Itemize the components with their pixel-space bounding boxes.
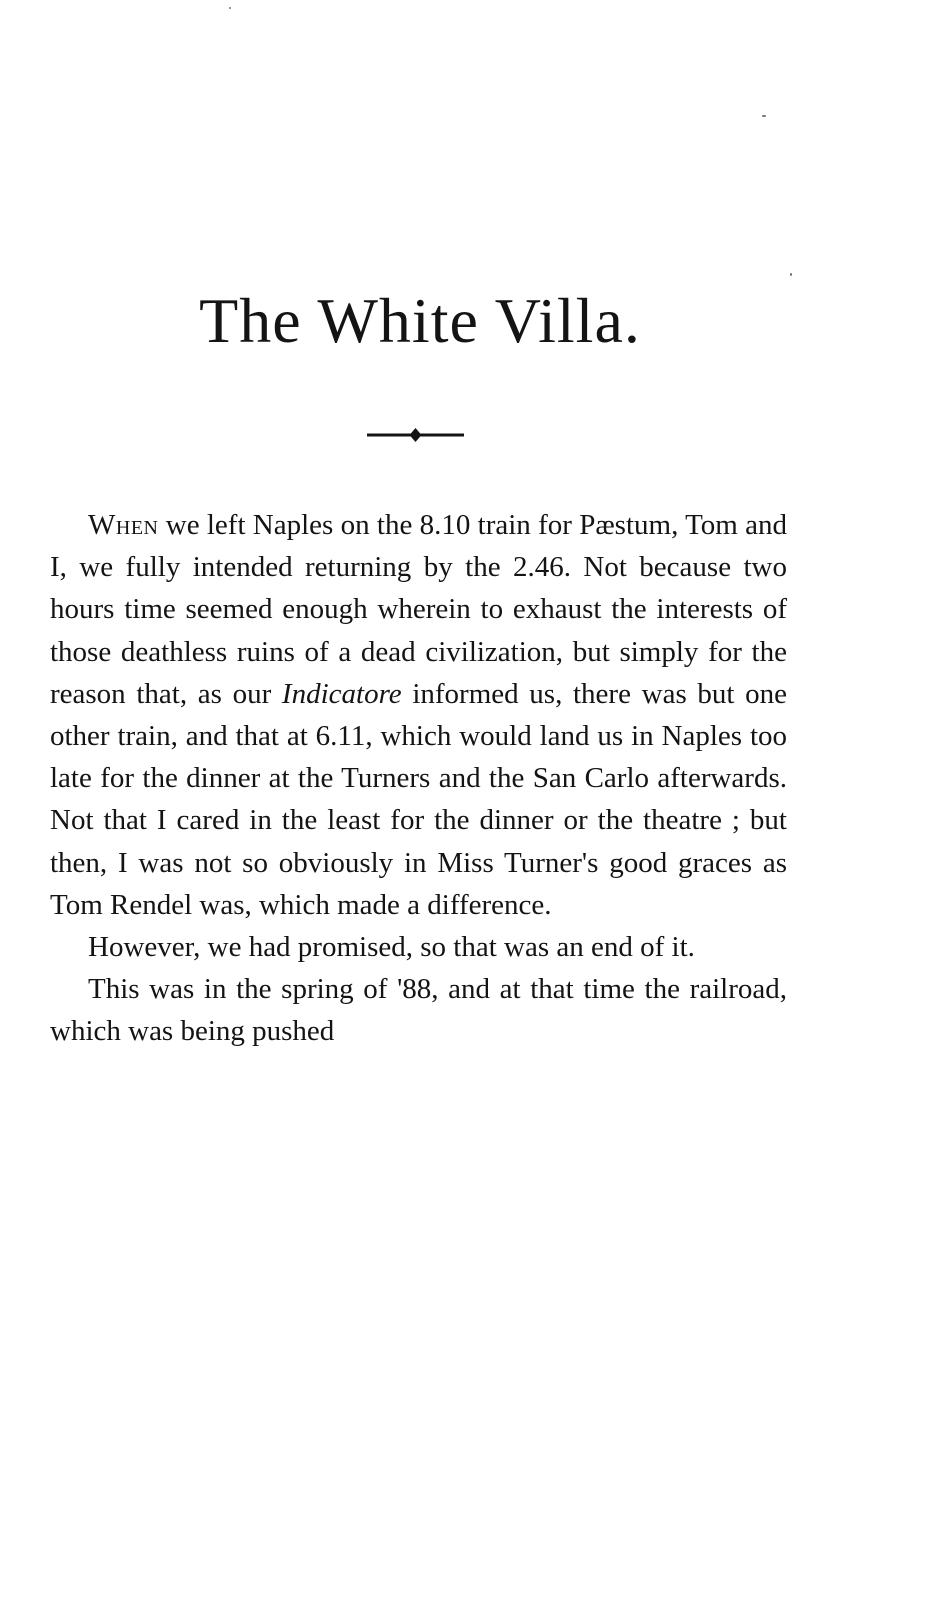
body-text (50, 504, 787, 1053)
ornament-divider-icon (367, 428, 464, 442)
paragraph-1 (50, 504, 787, 926)
chapter-title: The White Villa. (199, 285, 641, 356)
print-speck (790, 273, 792, 276)
paragraph-3: This was in the spring of '88, and at that time the railroad, which was being pushed (50, 973, 787, 1048)
print-speck (762, 115, 766, 117)
italic-title: Indicatore (281, 677, 402, 710)
paragraph-text: we left Naples on the 8.10 train for Pæstum, Tom and I, we fully intended returning by the 2.46. Not because two hours time seemed enough wherein to exhaust the interests of those deathless ruins of a dead civilization, but simply for the reason that, as our (50, 509, 787, 710)
drop-lead-word: When (88, 509, 159, 541)
paragraph-2: However, we had promised, so that was an end of it. (88, 931, 695, 964)
paragraph-text: informed us, there was but one other train, and that at 6.11, which would land us in Naples too late for the dinner at the Turners and the San Carlo afterwards. Not that I cared in the least for the dinner or the theatre ; but then, I was not so obviously in Miss Turner's good graces as Tom Rendel was, which made a difference. (50, 677, 787, 921)
print-speck (229, 7, 231, 9)
